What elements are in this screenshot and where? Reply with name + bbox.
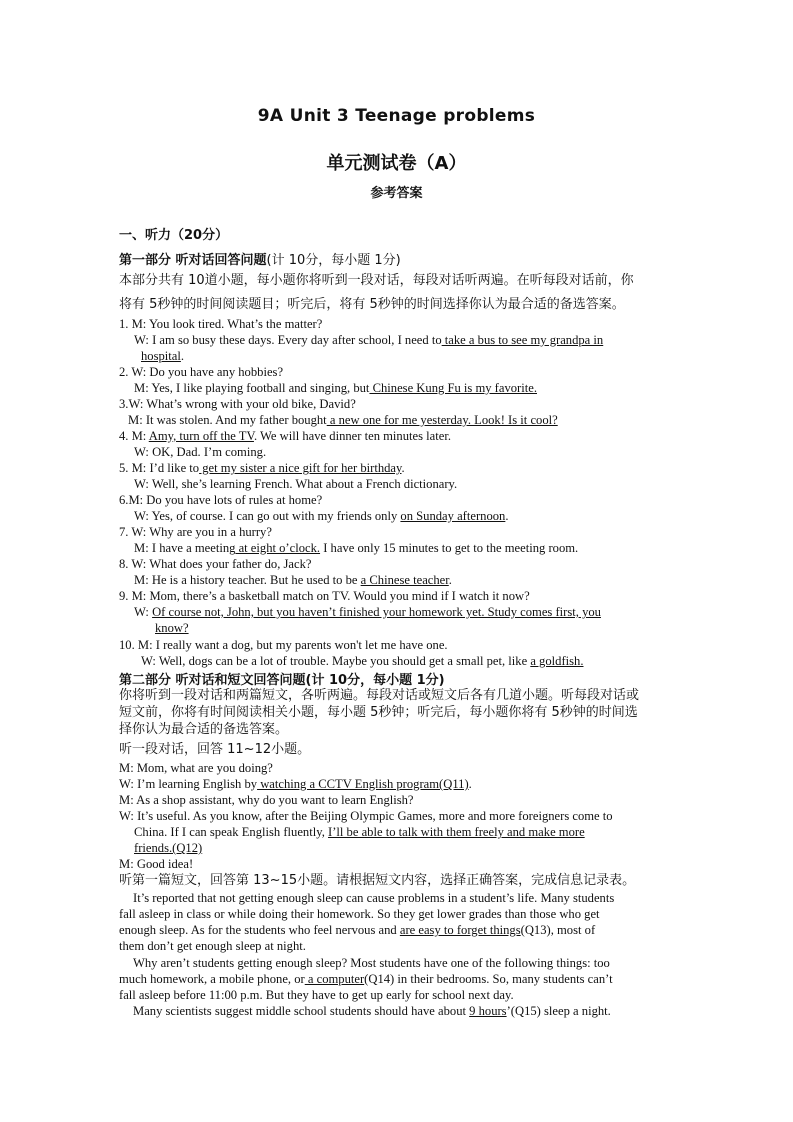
part1-instructions: 本部分共有 10道小题，每小题你将听到一段对话，每段对话听两遍。在听每段对话前，你 将有 5秒钟的时间阅读题目；听完后，将有 5秒钟的时间选择你认为最合适的备选答案。: [119, 273, 634, 312]
passage-line-6: much homework, a mobile phone, or a computer(Q14) in their bedrooms. So, many students can’t: [119, 972, 613, 986]
conv-line-6: [134, 840, 202, 856]
answer-11: watching a CCTV English program(Q11): [257, 777, 469, 791]
answer-10: a goldfish.: [530, 654, 584, 668]
conv-line-3: M: As a shop assistant, why do you want to learn English?: [119, 793, 414, 807]
passage-intro: 听第一篇短文，回答第 13~15小题。请根据短文内容，选择正确答案，完成信息记录表。: [119, 873, 636, 888]
unit-title: 9A Unit 3 Teenage problems: [257, 106, 536, 126]
answer-3: a new one for me yesterday. Look! Is it cool?: [326, 413, 558, 427]
passage-line-4: them don’t get enough sleep at night.: [119, 939, 306, 953]
dialogue-1-line-2: W: I am so busy these days. Every day after school, I need to take a bus to see my grandpa in: [134, 333, 604, 347]
passage-line-7: fall asleep before 11:00 p.m. But they have to get up early for school next day.: [119, 988, 514, 1002]
answer-1-cont: hospital: [141, 349, 181, 363]
answer-9: Of course not, John, but you haven’t finished your homework yet. Study comes first, you: [152, 605, 601, 619]
dialogue-10-line-2: W: Well, dogs can be a lot of trouble. Maybe you should get a small pet, like a goldfish.: [141, 654, 584, 668]
dialogue-6-line-2: W: Yes, of course. I can go out with my friends only on Sunday afternoon.: [134, 509, 509, 523]
dialogue-3-line-2: M: It was stolen. And my father bought a new one for me yesterday. Look! Is it cool?: [128, 413, 558, 427]
dialogue-8-line-2: M: He is a history teacher. But he used to be a Chinese teacher.: [134, 573, 452, 587]
passage-line-2: fall asleep in class or while doing their homework. So they get lower grades than those who get: [119, 907, 600, 921]
dialogue-7-line-2: M: I have a meeting at eight o’clock. I have only 15 minutes to get to the meeting room.: [134, 541, 579, 555]
dialogue-1-line-3: hospital.: [141, 349, 185, 363]
answer-6: on Sunday afternoon: [400, 509, 506, 523]
dialogue-8-line-1: 8. W: What does your father do, Jack?: [119, 557, 312, 571]
answer-2: Chinese Kung Fu is my favorite.: [369, 381, 537, 395]
dialogue-9-line-2: W: Of course not, John, but you haven’t finished your homework yet. Study comes first, you: [134, 605, 601, 619]
answer-13: are easy to forget things: [399, 923, 521, 937]
conv-line-4: W: It’s useful. As you know, after the Beijing Olympic Games, more and more foreigners come to: [119, 809, 613, 823]
dialogue-5-line-2: W: Well, she’s learning French. What about a French dictionary.: [134, 477, 458, 491]
dialogue-9-line-3: [155, 620, 189, 636]
dialogue-4-line-1: 4. M: Amy, turn off the TV. We will have dinner ten minutes later.: [119, 429, 451, 443]
answer-15: 9 hours: [469, 1004, 507, 1018]
dialogue-2-line-1: 2. W: Do you have any hobbies?: [119, 365, 284, 379]
answer-5: get my sister a nice gift for her birthday: [199, 461, 402, 475]
conv-line-1: M: Mom, what are you doing?: [119, 761, 273, 775]
answer-8: a Chinese teacher: [360, 573, 449, 587]
passage-line-1: It’s reported that not getting enough sleep can cause problems in a student’s life. Many students: [133, 891, 615, 905]
section-heading-listening: 一、听力（20分）: [119, 228, 229, 243]
dialogue-7-line-1: 7. W: Why are you in a hurry?: [119, 525, 272, 539]
dialogue-4-line-2: W: OK, Dad. I’m coming.: [134, 445, 267, 459]
passage-line-5: Why aren’t students getting enough sleep? Most students have one of the following things: too: [133, 956, 610, 970]
part2-instructions: 你将听到一段对话和两篇短文，各听两遍。每段对话或短文后各有几道小题。听每段对话或 短文前，你将有时间阅读相关小题，每小题 5秒钟；听完后，每小题你将有 5秒钟的时间选 择你认为最合适的备选答案。: [119, 688, 640, 737]
dialogue-2-line-2: M: Yes, I like playing football and singing, but Chinese Kung Fu is my favorite.: [134, 381, 537, 395]
passage-line-3: enough sleep. As for the students who feel nervous and are easy to forget things(Q13), most of: [119, 923, 596, 937]
dialogue-3-line-1: 3.W: What’s wrong with your old bike, David?: [119, 397, 356, 411]
answer-4: Amy, turn off the TV: [148, 429, 254, 443]
conv-line-2: W: I’m learning English by watching a CCTV English program(Q11).: [119, 777, 472, 791]
dialogue-10-line-1: 10. M: I really want a dog, but my parents won't let me have one.: [119, 638, 448, 652]
answer-12-cont: friends.(Q12): [134, 841, 203, 855]
answer-1: take a bus to see my grandpa in: [441, 333, 604, 347]
passage-line-8: Many scientists suggest middle school students should have about 9 hours’(Q15) sleep a night.: [133, 1004, 611, 1018]
dialogue-6-line-1: 6.M: Do you have lots of rules at home?: [119, 493, 323, 507]
answer-9-cont: know?: [155, 621, 189, 635]
part2-heading: 第二部分 听对话和短文回答问题(计 10分，每小题 1分): [119, 673, 445, 688]
answer-label: 参考答案: [370, 186, 423, 201]
conv-line-7: M: Good idea!: [119, 857, 194, 871]
dialogue-intro: 听一段对话，回答 11~12小题。: [119, 742, 311, 757]
answer-7: at eight o’clock.: [235, 541, 321, 555]
dialogue-1-line-1: 1. M: You look tired. What’s the matter?: [119, 317, 323, 331]
part1-heading: 第一部分 听对话回答问题(计 10分，每小题 1分): [119, 253, 401, 268]
test-title: 单元测试卷（A）: [326, 153, 467, 174]
answer-14: a computer: [304, 972, 365, 986]
conv-line-5: China. If I can speak English fluently, I’ll be able to talk with them freely and make more: [134, 825, 585, 839]
dialogue-5-line-1: 5. M: I’d like to get my sister a nice gift for her birthday.: [119, 461, 405, 475]
answer-12: I’ll be able to talk with them freely and make more: [328, 825, 585, 839]
dialogue-9-line-1: 9. M: Mom, there’s a basketball match on TV. Would you mind if I watch it now?: [119, 589, 530, 603]
